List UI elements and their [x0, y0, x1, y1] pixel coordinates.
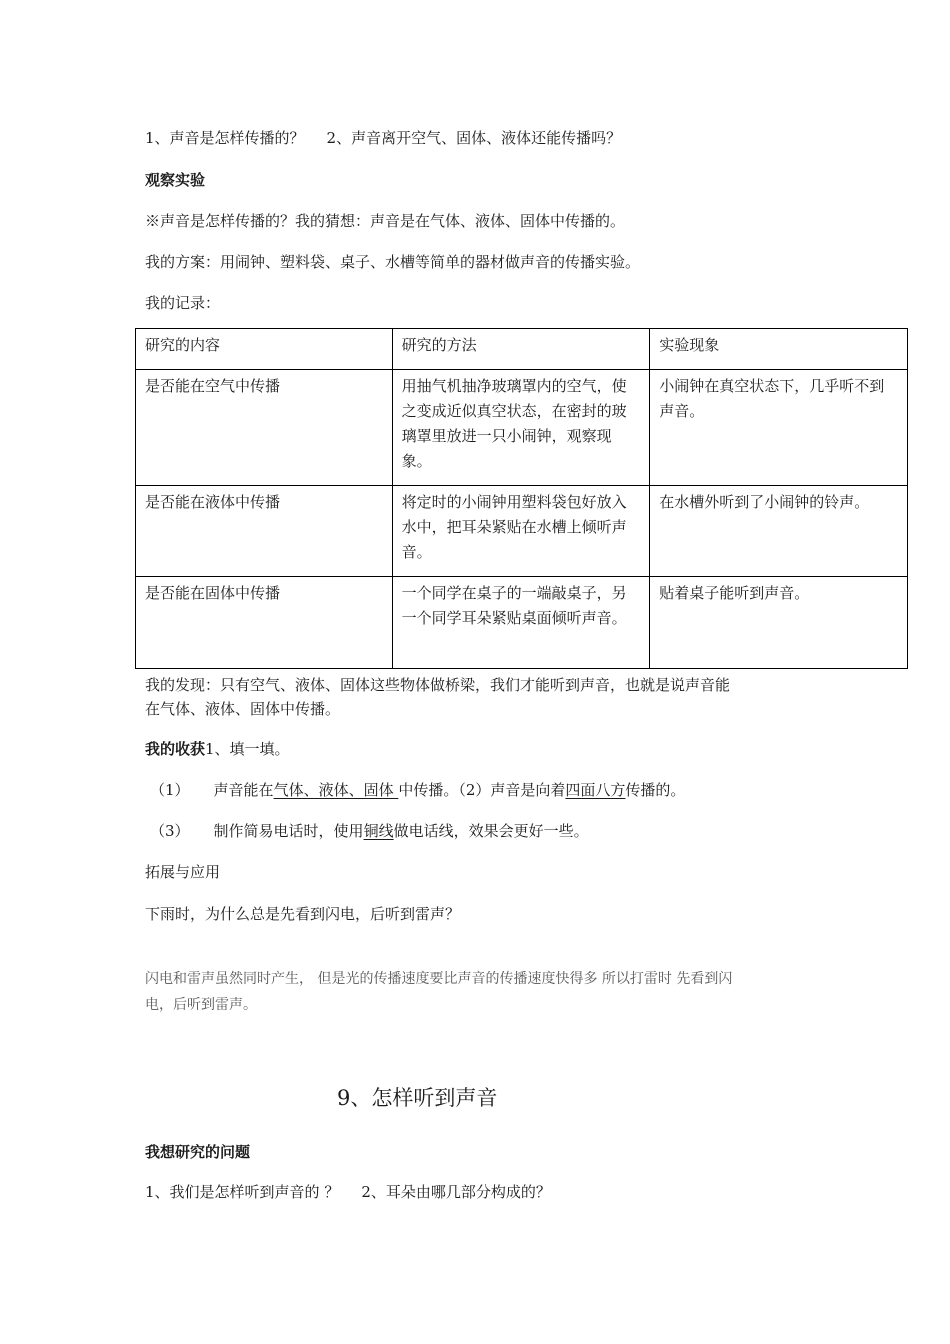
question-2: 2、耳朵由哪几部分构成的？: [361, 1183, 551, 1201]
table-header-cell: 实验现象: [650, 329, 908, 370]
fill-answer: 气体、液体、固体: [273, 781, 399, 799]
table-cell: 小闹钟在真空状态下，几乎听不到声音。: [650, 370, 908, 486]
harvest-line: [145, 739, 290, 759]
fill-answer: 铜线: [363, 822, 394, 840]
record-label: 我的记录：: [145, 294, 221, 312]
table-cell: 在水槽外听到了小闹钟的铃声。: [650, 486, 908, 577]
question-line-2: [145, 1182, 551, 1202]
table-cell: 贴着桌子能听到声音。: [650, 577, 908, 669]
harvest-heading: 我的收获: [145, 740, 206, 758]
answer-line-1: 闪电和雷声虽然同时产生， 但是光的传播速度要比声音的传播速度快得多 所以打雷时 先看到闪: [145, 971, 733, 987]
discovery-line-2: 在气体、液体、固体中传播。: [145, 700, 341, 718]
fill-text: 声音能在: [213, 781, 274, 799]
fill-text: 制作简易电话时，使用: [213, 822, 364, 840]
fill-text: 传播的。: [625, 781, 686, 799]
fill-line-1: [150, 780, 685, 800]
fill-text: 中传播。（2）声音是向着: [398, 781, 566, 799]
table-cell: 一个同学在桌子的一端敲桌子，另一个同学耳朵紧贴桌面倾听声音。: [392, 577, 650, 669]
extend-heading: 拓展与应用: [145, 863, 221, 881]
table-header-cell: 研究的内容: [136, 329, 393, 370]
question-line-1: [145, 128, 621, 148]
table-row: [136, 370, 908, 486]
table-cell: 用抽气机抽净玻璃罩内的空气，使之变成近似真空状态，在密封的玻璃罩里放进一只小闹钟，观察现象。: [392, 370, 650, 486]
fill-answer: 四面八方: [565, 781, 626, 799]
observe-heading: 观察实验: [145, 171, 206, 189]
question-1: 1、声音是怎样传播的？: [145, 129, 305, 147]
table-cell: 是否能在空气中传播: [136, 370, 393, 486]
table-cell: 是否能在液体中传播: [136, 486, 393, 577]
question-1: 1、我们是怎样听到声音的 ？: [145, 1183, 340, 1201]
record-table: [135, 328, 908, 669]
answer-line-2: 电，后听到雷声。: [145, 997, 257, 1013]
extend-question: 下雨时，为什么总是先看到闪电，后听到雷声？: [145, 905, 461, 923]
table-row: [136, 577, 908, 669]
fill-number: （3）: [150, 822, 190, 840]
table-header-row: [136, 329, 908, 370]
question-2: 2、声音离开空气、固体、液体还能传播吗？: [326, 129, 622, 147]
fill-number: （1）: [150, 781, 190, 799]
table-cell: 是否能在固体中传播: [136, 577, 393, 669]
research-heading: 我想研究的问题: [145, 1143, 251, 1161]
fill-line-3: [150, 821, 589, 841]
plan-text: 我的方案：用闹钟、塑料袋、桌子、水槽等简单的器材做声音的传播实验。: [145, 253, 641, 271]
table-cell: 将定时的小闹钟用塑料袋包好放入水中，把耳朵紧贴在水槽上倾听声音。: [392, 486, 650, 577]
chapter-title: 9、怎样听到声音: [337, 1086, 498, 1110]
fill-text: 做电话线，效果会更好一些。: [393, 822, 589, 840]
discovery-line-1: 我的发现：只有空气、液体、固体这些物体做桥梁，我们才能听到声音，也就是说声音能: [145, 676, 731, 694]
harvest-subtitle: 1、填一填。: [205, 740, 290, 758]
guess-text: ※声音是怎样传播的？我的猜想：声音是在气体、液体、固体中传播的。: [145, 212, 626, 230]
table-row: [136, 486, 908, 577]
table-header-cell: 研究的方法: [392, 329, 650, 370]
